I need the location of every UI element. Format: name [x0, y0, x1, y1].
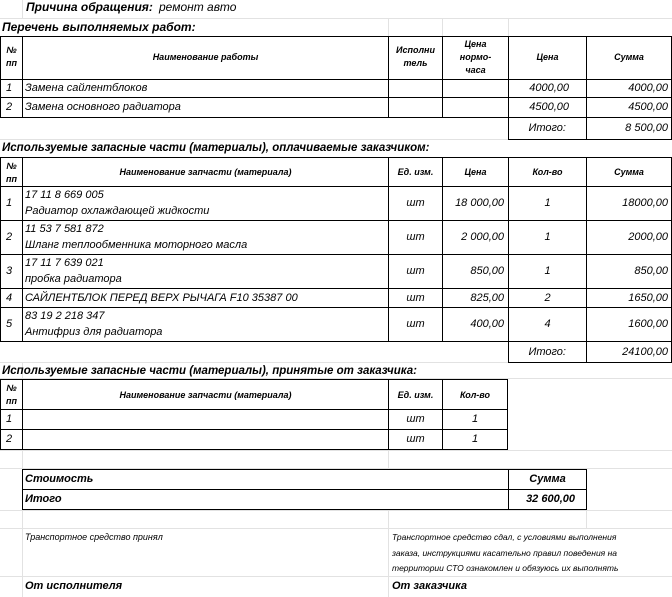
parts-row-2-unit: шт: [406, 231, 425, 243]
customer-parts-row-1-qty: 1: [471, 413, 479, 425]
parts-row-2-num: 2: [6, 231, 13, 243]
customer-parts-row-2-num: 2: [6, 433, 13, 445]
signature-handed-line-1: Транспортное средство сдал, с условиями выполнения: [392, 532, 617, 542]
parts-row-5-code: 83 19 2 218 347: [25, 310, 105, 322]
parts-row-3-price: 850,00: [470, 265, 504, 277]
parts-row-5-price: 400,00: [470, 318, 504, 330]
signature-handed-line-2: заказа, инструкциями касательно правил поведения на: [392, 548, 617, 558]
works-header-norm-2: нормо-: [459, 52, 492, 62]
customer-parts-header-num: №: [6, 383, 17, 393]
works-row-2-price: 4500,00: [529, 101, 569, 113]
parts-row-3-unit: шт: [406, 265, 425, 277]
customer-parts-header-name: Наименование запчасти (материала): [119, 390, 292, 400]
parts-row-2-code: 11 53 7 581 872: [25, 223, 104, 235]
customer-parts-header-unit: Ед. изм.: [397, 390, 434, 400]
customer-parts-header-num-pp: пп: [6, 396, 17, 406]
signature-accepted: Транспортное средство принял: [25, 532, 163, 542]
parts-row-2-desc: Шланг теплообменника моторного масла: [25, 239, 248, 251]
customer-parts-row-2-qty: 1: [471, 433, 479, 445]
parts-header-price: Цена: [464, 167, 487, 177]
works-row-1-num: 1: [6, 82, 13, 94]
parts-header-qty: Кол-во: [532, 167, 563, 177]
parts-header-name: Наименование запчасти (материала): [119, 167, 292, 177]
works-total-label: Итого:: [528, 122, 566, 134]
parts-total: 24100,00: [622, 346, 668, 358]
parts-row-4-price: 825,00: [470, 292, 504, 304]
parts-header-sum: Сумма: [614, 167, 644, 177]
parts-row-1-qty: 1: [544, 197, 551, 209]
works-row-2-sum: 4500,00: [628, 101, 668, 113]
parts-header-num: №: [6, 161, 17, 171]
works-header-name: Наименование работы: [152, 52, 259, 62]
parts-row-3-qty: 1: [544, 265, 551, 277]
signature-handed-line-3: территории СТО ознакомлен и обязуюсь их выполнять: [392, 563, 619, 573]
parts-row-4-qty: 2: [544, 292, 551, 304]
works-header-price: Цена: [536, 52, 559, 62]
parts-row-5-qty: 4: [544, 318, 551, 330]
works-header-executor-2: тель: [403, 58, 428, 68]
parts-row-5-sum: 1600,00: [628, 318, 668, 330]
summary-total: 32 600,00: [526, 493, 575, 505]
works-header-executor: Исполни: [395, 45, 435, 55]
parts-row-3-sum: 850,00: [634, 265, 668, 277]
summary-cost-label: Стоимость: [25, 473, 94, 485]
parts-row-3-num: 3: [6, 265, 13, 277]
parts-row-3-desc: пробка радиатора: [25, 273, 122, 285]
works-header-norm: Цена: [464, 39, 487, 49]
works-total: 8 500,00: [625, 122, 668, 134]
works-row-1-sum: 4000,00: [628, 82, 668, 94]
works-row-1-name: Замена сайлентблоков: [25, 82, 148, 94]
parts-row-5-unit: шт: [406, 318, 425, 330]
parts-row-1-price: 18 000,00: [455, 197, 504, 209]
works-header-num-pp: пп: [6, 58, 17, 68]
signature-from-executor: От исполнителя: [25, 580, 123, 592]
works-header-norm-3: часа: [465, 65, 486, 75]
parts-row-5-desc: Антифриз для радиатора: [25, 326, 163, 338]
customer-parts-row-2-unit: шт: [406, 433, 425, 445]
parts-row-1-num: 1: [6, 197, 13, 209]
works-row-2-name: Замена основного радиатора: [25, 101, 181, 113]
parts-header-num-pp: пп: [6, 174, 17, 184]
parts-row-1-code: 17 11 8 669 005: [25, 189, 104, 201]
reason-label: Причина обращения:: [26, 0, 153, 14]
customer-parts-row-1-num: 1: [6, 413, 13, 425]
parts-row-4-num: 4: [6, 292, 13, 304]
parts-title: Используемые запасные части (материалы), оплачиваемые заказчиком:: [2, 142, 430, 154]
parts-row-1-unit: шт: [406, 197, 425, 209]
works-title: Перечень выполняемых работ:: [2, 20, 196, 34]
parts-total-label: Итого:: [528, 346, 566, 358]
customer-parts-header-qty: Кол-во: [460, 390, 490, 400]
parts-row-4-unit: шт: [406, 292, 425, 304]
parts-row-1-desc: Радиатор охлаждающей жидкости: [25, 205, 210, 217]
parts-row-2-sum: 2000,00: [628, 231, 668, 243]
parts-row-3-code: 17 11 7 639 021: [25, 257, 104, 269]
works-header-num: №: [6, 45, 17, 55]
customer-parts-row-1-unit: шт: [406, 413, 425, 425]
parts-row-1-sum: 18000,00: [622, 197, 668, 209]
reason-value: ремонт авто: [159, 0, 237, 14]
summary-total-label: Итого: [25, 493, 62, 505]
parts-row-5-num: 5: [6, 318, 13, 330]
parts-row-4-name: САЙЛЕНТБЛОК ПЕРЕД ВЕРХ РЫЧАГА F10 35387 00: [25, 292, 298, 304]
signature-from-customer: От заказчика: [392, 580, 467, 592]
parts-header-unit: Ед. изм.: [397, 167, 434, 177]
customer-parts-title: Используемые запасные части (материалы), принятые от заказчика:: [2, 365, 417, 377]
summary-sum-label: Сумма: [529, 473, 566, 485]
works-row-2-num: 2: [6, 101, 13, 113]
works-header-sum: Сумма: [614, 52, 644, 62]
parts-row-2-qty: 1: [544, 231, 551, 243]
parts-row-4-sum: 1650,00: [628, 292, 668, 304]
works-row-1-price: 4000,00: [529, 82, 569, 94]
parts-row-2-price: 2 000,00: [461, 231, 504, 243]
